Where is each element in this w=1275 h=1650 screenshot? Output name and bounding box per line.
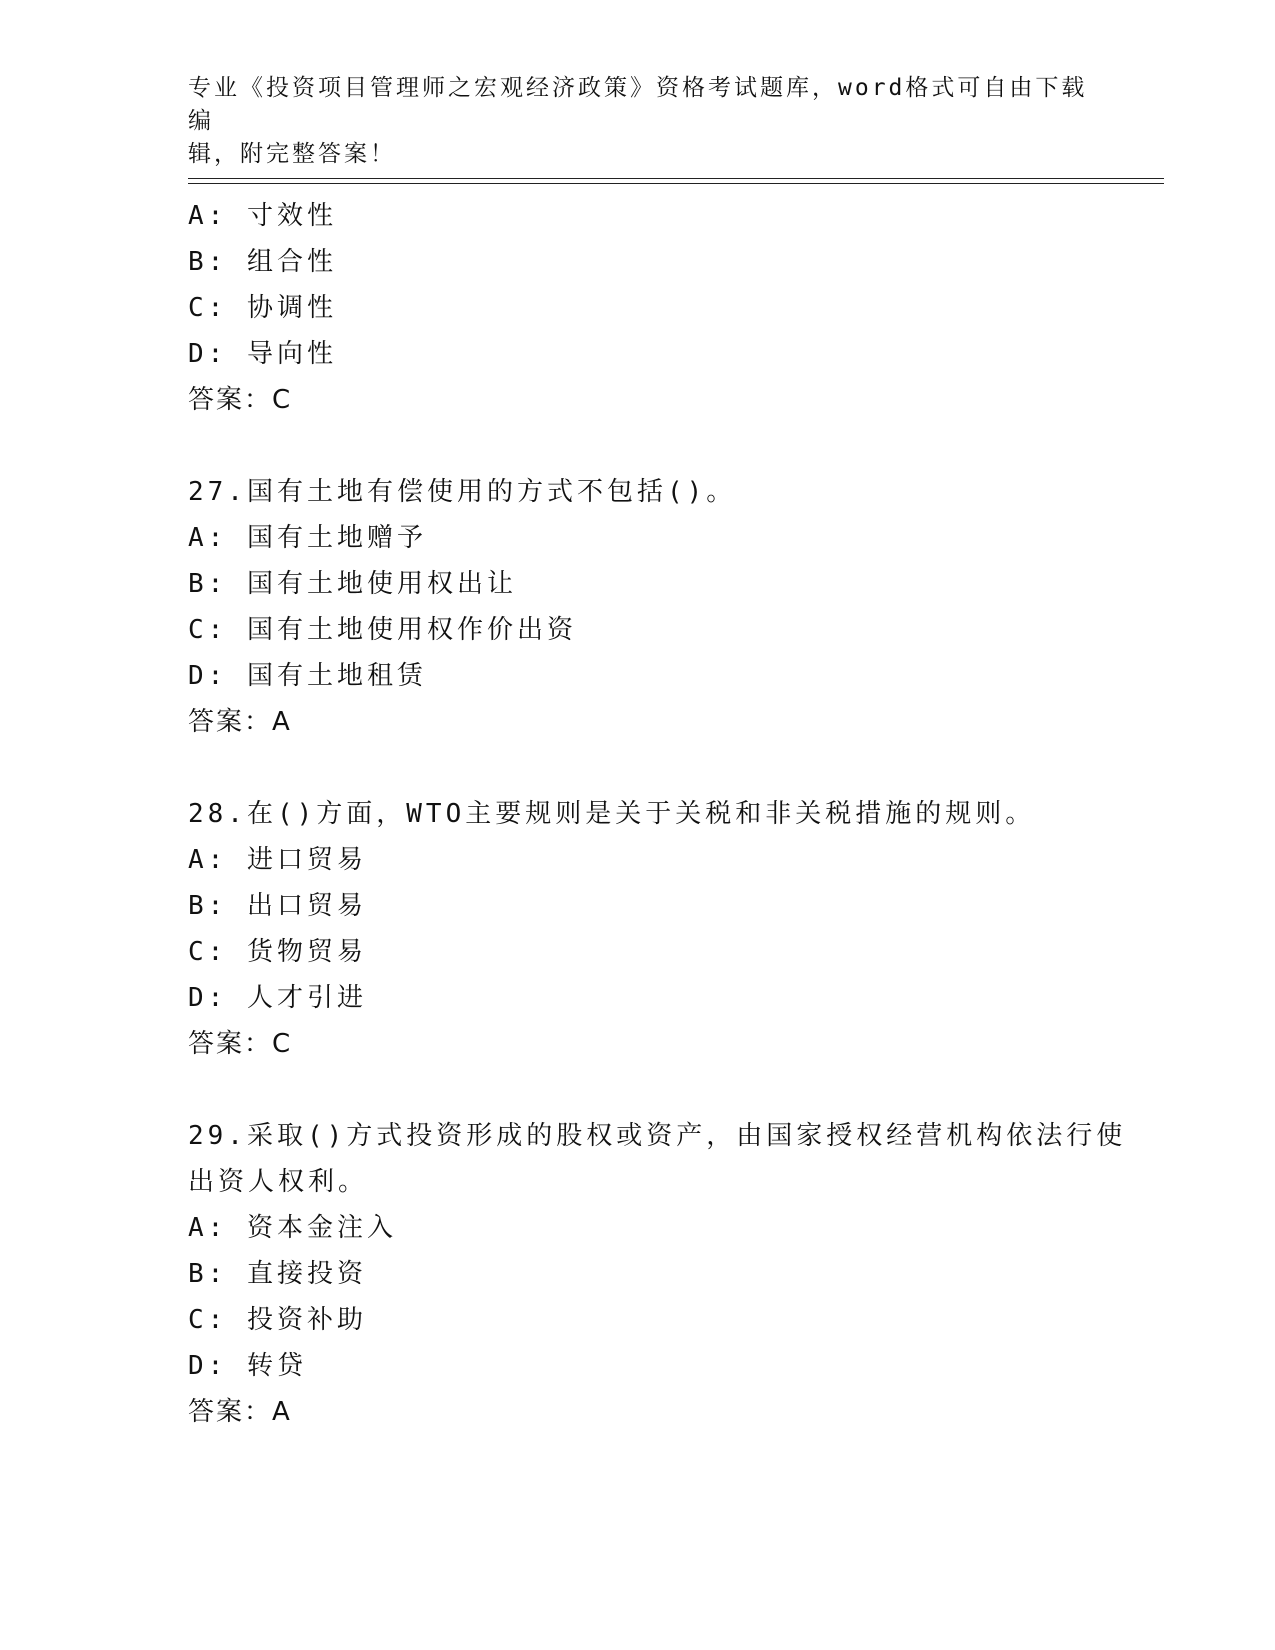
option-c: C: 国有土地使用权作价出资 [188, 615, 577, 645]
option-c: C: 投资补助 [188, 1305, 367, 1335]
header-divider-bottom [188, 183, 1164, 184]
option-b: B: 直接投资 [188, 1259, 367, 1289]
option-b: B: 组合性 [188, 247, 337, 277]
option-c: C: 货物贸易 [188, 937, 367, 967]
question-block-29 [188, 1113, 1127, 1435]
option-d: D: 国有土地租赁 [188, 661, 427, 691]
answer: 答案：C [188, 1029, 293, 1059]
option-a: A: 资本金注入 [188, 1213, 397, 1243]
spacer [188, 745, 1088, 791]
header-divider-top [188, 178, 1164, 179]
option-d: D: 导向性 [188, 339, 337, 369]
option-d: D: 人才引进 [188, 983, 367, 1013]
option-c: C: 协调性 [188, 293, 337, 323]
question-text: 28.在()方面，WTO主要规则是关于关税和非关税措施的规则。 [188, 799, 1036, 829]
answer: 答案：A [188, 1397, 292, 1427]
option-a: A: 进口贸易 [188, 845, 367, 875]
question-block-26 [188, 193, 1088, 423]
option-b: B: 国有土地使用权出让 [188, 569, 517, 599]
answer: 答案：C [188, 385, 293, 415]
question-block-28 [188, 791, 1088, 1067]
question-text: 27.国有土地有偿使用的方式不包括()。 [188, 477, 737, 507]
question-list [188, 193, 1127, 1435]
question-text-line-2: 出资人权利。 [188, 1167, 369, 1197]
option-a: A: 寸效性 [188, 201, 337, 231]
spacer [188, 423, 1088, 469]
option-b: B: 出口贸易 [188, 891, 367, 921]
option-a: A: 国有土地赠予 [188, 523, 427, 553]
answer: 答案：A [188, 707, 292, 737]
header-line-1: 专业《投资项目管理师之宏观经济政策》资格考试题库，word格式可自由下载编 [188, 75, 1088, 134]
option-d: D: 转贷 [188, 1351, 307, 1381]
spacer [188, 1067, 1088, 1113]
question-text-line-1: 29.采取()方式投资形成的股权或资产，由国家授权经营机构依法行使 [188, 1121, 1127, 1151]
header-line-2: 辑，附完整答案！ [188, 141, 396, 167]
document-header [188, 72, 1088, 171]
question-block-27 [188, 469, 1088, 745]
